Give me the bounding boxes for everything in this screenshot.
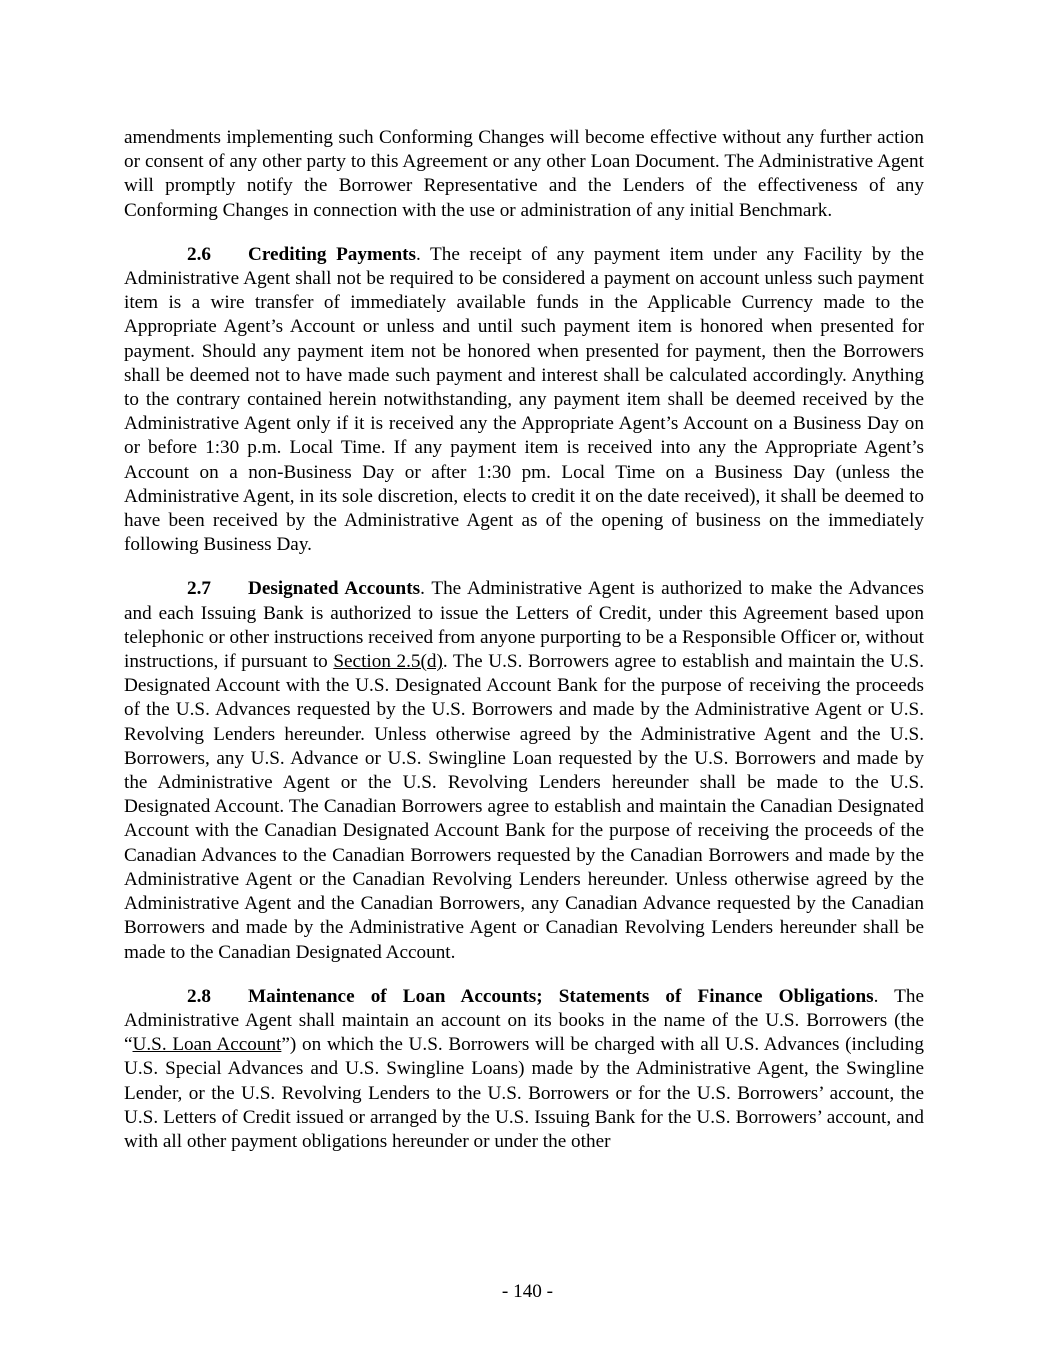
section-2-8: 2.8 Maintenance of Loan Accounts; Statements of Finance Obligations. The Administrative Agent shall maintain an account on its books in the name of the U.S. Borrowers (the “U.S. Loan Account”) on which the U.S. Borrowers will be charged with all U.S. Advances (including U.S. Special Advances and U.S. Swingline Loans) made by the Administrative Agent, the Swingline Lender, or the U.S. Revolving Lenders to the U.S. Borrowers or for the U.S. Borrowers’ account, the U.S. Letters of Credit issued or arranged by the U.S. Issuing Bank for the U.S. Borrowers’ account, and with all other payment obligations hereunder or under the other (124, 985, 924, 1152)
document-page (124, 126, 924, 1174)
defined-term: U.S. Loan Account (132, 1034, 282, 1056)
section-body-continued: . The U.S. Borrowers agree to establish and maintain the U.S. Designated Account with the U.S. Designated Account Bank for the purpose of receiving the proceeds of the U.S. Advances requested by the U.S. Borrowers and made by the Administrative Agent or U.S. Revolving Lenders hereunder. Unless otherwise agreed by the Administrative Agent and the U.S. Borrowers, any U.S. Advance or U.S. Swingline Loan requested by the U.S. Borrowers and made by the Administrative Agent or the U.S. Revolving Lenders hereunder shall be made to the U.S. Designated Account. The Canadian Borrowers agree to establish and maintain the Canadian Designated Account with the Canadian Designated Account Bank for the purpose of receiving the proceeds of the Canadian Advances to the Canadian Borrowers requested by the Canadian Borrowers and made by the Administrative Agent or the Canadian Revolving Lenders hereunder. Unless otherwise agreed by the Administrative Agent and the Canadian Borrowers, any Canadian Advance requested by the Canadian Borrowers and made by the Administrative Agent or Canadian Revolving Lenders hereunder shall be made to the Canadian Designated Account. (124, 651, 924, 963)
section-body: The receipt of any payment item under any Facility by the Administrative Agent shall not be required to be considered a payment on account unless such payment item is a wire transfer of immediately available funds in the Applicable Currency made to the Appropriate Agent’s Account or unless and until such payment item is honored when presented for payment. Should any payment item not be honored when presented for payment, then the Borrowers shall be deemed not to have made such payment and interest shall be calculated accordingly. Anything to the contrary contained herein notwithstanding, any payment item shall be deemed received by the Administrative Agent only if it is received any the Appropriate Agent’s Account on a Business Day on or before 1:30 p.m. Local Time. If any payment item is received into any the Appropriate Agent’s Account on a non-Business Day or after 1:30 pm. Local Time on a Business Day (unless the Administrative Agent, in its sole discretion, elects to credit it on the date received), it shall be deemed to have been received by the Administrative Agent as of the opening of business on the immediately following Business Day. (124, 243, 924, 556)
section-body: The Administrative Agent shall maintain an account on its books in the name of the U.S. Borrowers (the “ (124, 985, 924, 1056)
section-number: 2.6 (187, 243, 211, 265)
section-2-7: 2.7 Designated Accounts. The Administrative Agent is authorized to make the Advances and each Issuing Bank is authorized to issue the Letters of Credit, under this Agreement based upon telephonic or other instructions received from anyone purporting to be a Responsible Officer or, without instructions, if pursuant to Section 2.5(d). The U.S. Borrowers agree to establish and maintain the U.S. Designated Account with the U.S. Designated Account Bank for the purpose of receiving the proceeds of the U.S. Advances requested by the U.S. Borrowers and made by the Administrative Agent or U.S. Revolving Lenders hereunder. Unless otherwise agreed by the Administrative Agent and the U.S. Borrowers, any U.S. Advance or U.S. Swingline Loan requested by the U.S. Borrowers and made by the Administrative Agent or the U.S. Revolving Lenders hereunder shall be made to the U.S. Designated Account. The Canadian Borrowers agree to establish and maintain the Canadian Designated Account with the Canadian Designated Account Bank for the purpose of receiving the proceeds of the Canadian Advances to the Canadian Borrowers requested by the Canadian Borrowers and made by the Administrative Agent or the Canadian Revolving Lenders hereunder. Unless otherwise agreed by the Administrative Agent and the Canadian Borrowers, any Canadian Advance requested by the Canadian Borrowers and made by the Administrative Agent or Canadian Revolving Lenders hereunder shall be made to the Canadian Designated Account. (124, 578, 924, 963)
section-title: Maintenance of Loan Accounts; Statements of Finance Obligations (248, 985, 874, 1007)
section-body-continued: ”) on which the U.S. Borrowers will be charged with all U.S. Advances (including U.S. Special Advances and U.S. Swingline Loans) made by the Administrative Agent, the Swingline Lender, or the U.S. Revolving Lenders to the U.S. Borrowers or for the U.S. Borrowers’ account, the U.S. Letters of Credit issued or arranged by the U.S. Issuing Bank for the U.S. Borrowers’ account, and with all other payment obligations hereunder or under the other (124, 1034, 924, 1152)
page-number: - 140 - (501, 1281, 554, 1302)
continuation-paragraph: amendments implementing such Conforming Changes will become effective without any further action or consent of any other party to this Agreement or any other Loan Document. The Administrative Agent will promptly notify the Borrower Representative and the Lenders of the effectiveness of any Conforming Changes in connection with the use or administration of any initial Benchmark. (124, 127, 924, 221)
section-title: Crediting Payments (248, 243, 417, 265)
section-reference: Section 2.5(d) (333, 651, 443, 673)
section-2-6: 2.6 Crediting Payments. The receipt of any payment item under any Facility by the Administrative Agent shall not be required to be considered a payment on account unless such payment item is a wire transfer of immediately available funds in the Applicable Currency made to the Appropriate Agent’s Account or unless and until such payment item is honored when presented for payment. Should any payment item not be honored when presented for payment, then the Borrowers shall be deemed not to have made such payment and interest shall be calculated accordingly. Anything to the contrary contained herein notwithstanding, any payment item shall be deemed received by the Administrative Agent only if it is received any the Appropriate Agent’s Account on a Business Day on or before 1:30 p.m. Local Time. If any payment item is received into any the Appropriate Agent’s Account on a non-Business Day or after 1:30 pm. Local Time on a Business Day (unless the Administrative Agent, in its sole discretion, elects to credit it on the date received), it shall be deemed to have been received by the Administrative Agent as of the opening of business on the immediately following Business Day. (124, 243, 924, 556)
section-body: The Administrative Agent is authorized to make the Advances and each Issuing Bank is authorized to issue the Letters of Credit, under this Agreement based upon telephonic or other instructions received from anyone purporting to be a Responsible Officer or, without instructions, if pursuant to (124, 578, 924, 673)
section-title: Designated Accounts (248, 578, 421, 600)
section-number: 2.7 (187, 578, 211, 600)
section-number: 2.8 (187, 985, 211, 1007)
